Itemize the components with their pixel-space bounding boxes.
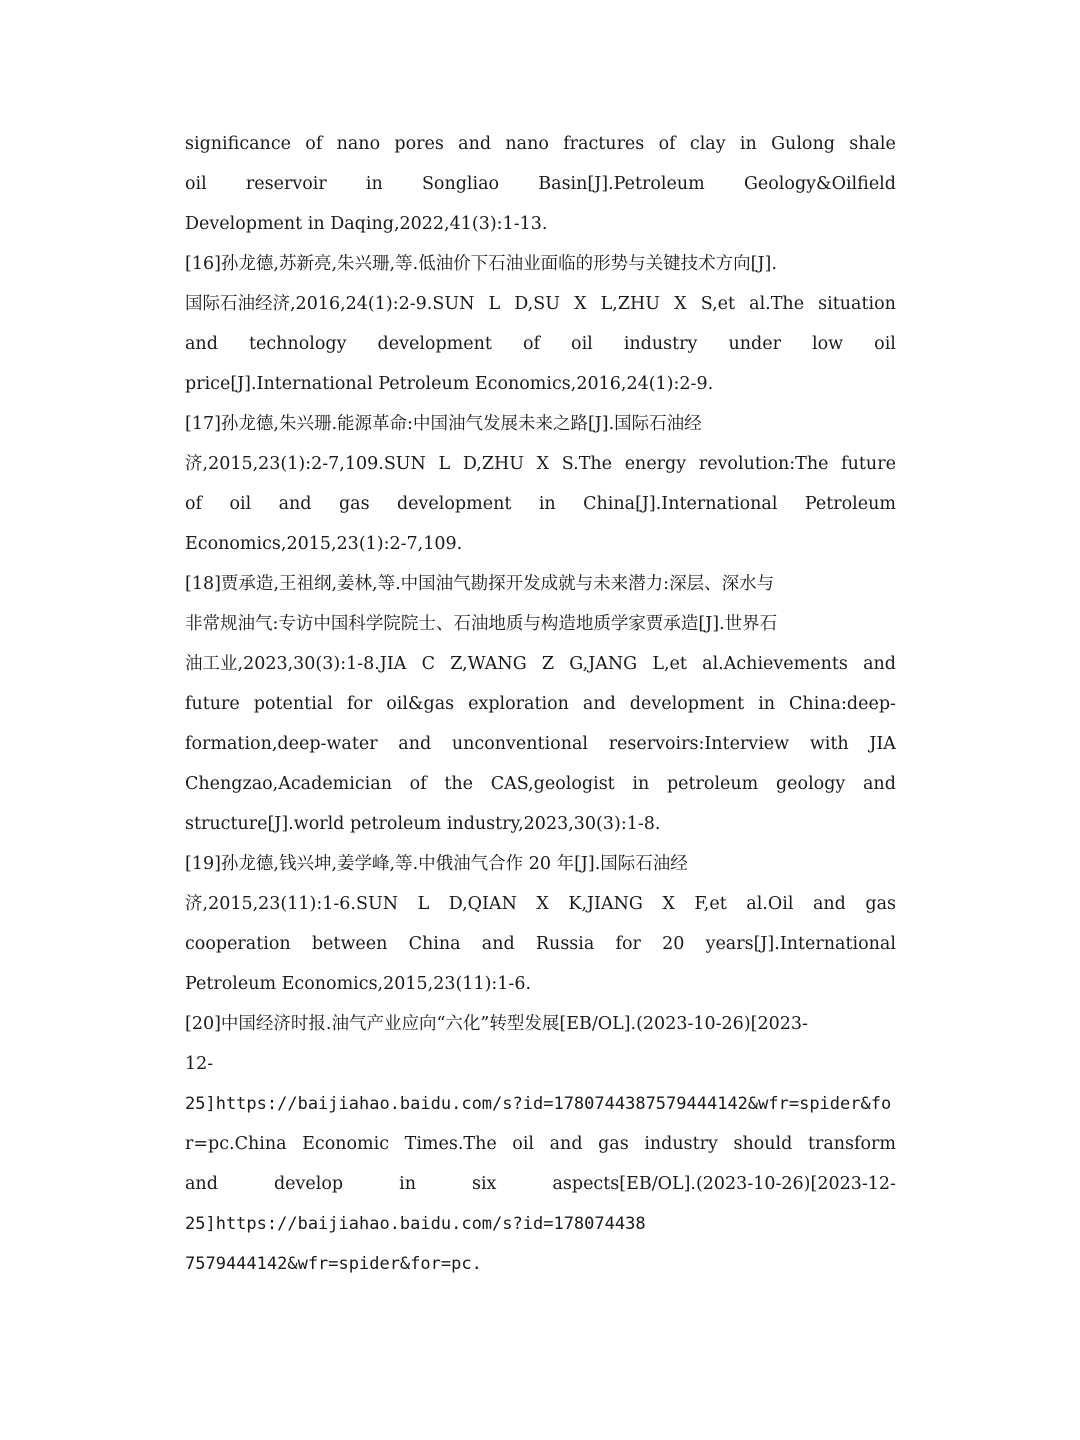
reference-line: Development in Daqing,2022,41(3):1-13. bbox=[185, 214, 548, 234]
reference-line: of oil and gas development in China[J].International Petroleum bbox=[185, 494, 896, 514]
reference-line: [19]孙龙德,钱兴坤,姜学峰,等.中俄油气合作 20 年[J].国际石油经 bbox=[185, 854, 688, 874]
reference-line: future potential for oil&gas exploration and development in China:deep- bbox=[185, 694, 896, 714]
reference-line: significance of nano pores and nano fractures of clay in Gulong shale bbox=[185, 134, 896, 154]
reference-line: Economics,2015,23(1):2-7,109. bbox=[185, 534, 463, 554]
reference-line: 非常规油气:专访中国科学院院士、石油地质与构造地质学家贾承造[J].世界石 bbox=[185, 614, 778, 634]
reference-line: structure[J].world petroleum industry,2023,30(3):1-8. bbox=[185, 814, 661, 834]
reference-line: cooperation between China and Russia for 20 years[J].International bbox=[185, 934, 896, 954]
reference-line: formation,deep-water and unconventional reservoirs:Interview with JIA bbox=[185, 734, 896, 754]
reference-line: r=pc.China Economic Times.The oil and gas industry should transform bbox=[185, 1134, 896, 1154]
reference-line: [17]孙龙德,朱兴珊.能源革命:中国油气发展未来之路[J].国际石油经 bbox=[185, 414, 702, 434]
reference-line: oil reservoir in Songliao Basin[J].Petroleum Geology&Oilfield bbox=[185, 174, 896, 194]
reference-line: [18]贾承造,王祖纲,姜林,等.中国油气勘探开发成就与未来潜力:深层、深水与 bbox=[185, 574, 775, 594]
reference-line: 12- bbox=[185, 1054, 214, 1074]
reference-line: 济,2015,23(1):2-7,109.SUN L D,ZHU X S.The energy revolution:The future bbox=[185, 454, 896, 474]
reference-line: and develop in six aspects[EB/OL].(2023-10-26)[2023-12- bbox=[185, 1174, 896, 1194]
reference-line: and technology development of oil industry under low oil bbox=[185, 334, 896, 354]
reference-line: 油工业,2023,30(3):1-8.JIA C Z,WANG Z G,JANG L,et al.Achievements and bbox=[185, 654, 896, 674]
reference-line: price[J].International Petroleum Economics,2016,24(1):2-9. bbox=[185, 374, 714, 394]
reference-line: Petroleum Economics,2015,23(11):1-6. bbox=[185, 974, 532, 994]
reference-line: [16]孙龙德,苏新亮,朱兴珊,等.低油价下石油业面临的形势与关键技术方向[J]. bbox=[185, 254, 777, 274]
reference-url-line: 25]https://baijiahao.baidu.com/s?id=178074438 bbox=[185, 1214, 646, 1234]
reference-line: 国际石油经济,2016,24(1):2-9.SUN L D,SU X L,ZHU X S,et al.The situation bbox=[185, 294, 896, 314]
reference-url-line: 25]https://baijiahao.baidu.com/s?id=1780744387579444142&wfr=spider&fo bbox=[185, 1094, 892, 1114]
reference-line: [20]中国经济时报.油气产业应向“六化”转型发展[EB/OL].(2023-10-26)[2023- bbox=[185, 1014, 808, 1034]
reference-list bbox=[185, 124, 896, 1284]
reference-line: Chengzao,Academician of the CAS,geologist in petroleum geology and bbox=[185, 774, 896, 794]
reference-line: 济,2015,23(11):1-6.SUN L D,QIAN X K,JIANG X F,et al.Oil and gas bbox=[185, 894, 896, 914]
reference-url-line: 7579444142&wfr=spider&for=pc. bbox=[185, 1254, 482, 1274]
